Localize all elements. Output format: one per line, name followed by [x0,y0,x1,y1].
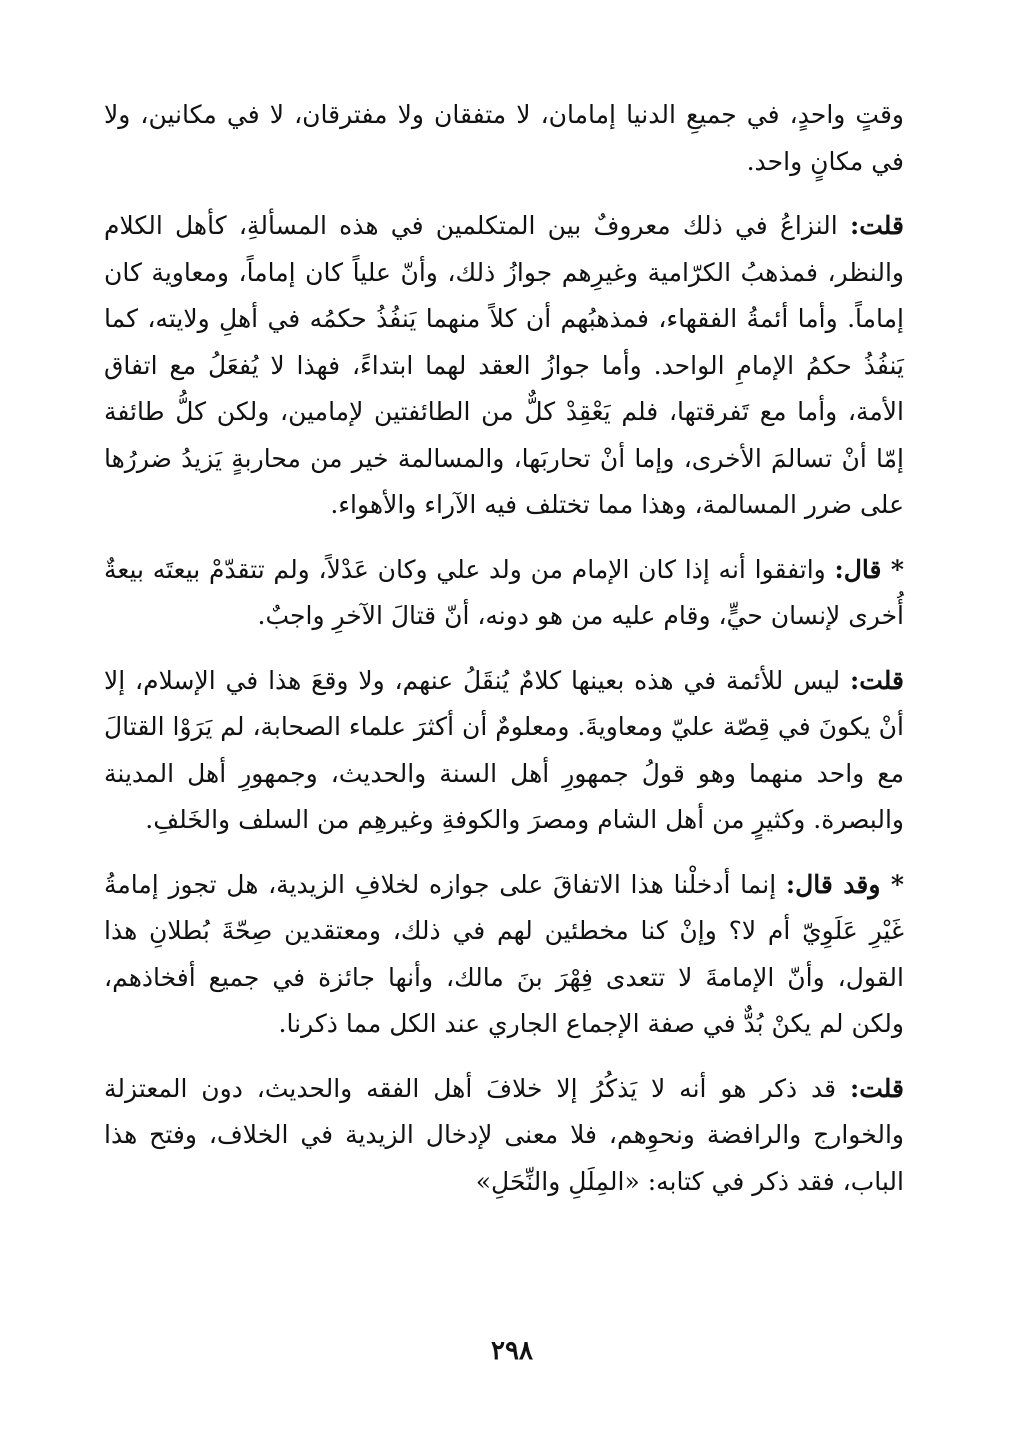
paragraph-2 [104,203,904,529]
page-number: ٢٩٨ [491,1336,533,1366]
paragraph-1-text: وقتٍ واحدٍ، في جميعِ الدنيا إمامان، لا متفقان ولا مفترقان، لا في مكانين، ولا في مكانٍ واحد. [104,100,904,176]
paragraph-2-text: النزاعُ في ذلك معروفٌ بين المتكلمين في هذه المسألةِ، كأهل الكلام والنظر، فمذهبُ الكرّامية وغيرِهم جوازُ ذلك، وأنّ علياً كان إماماً، ومعاوية كان إماماً. وأما أئمةُ الفقهاء، فمذهبُهم أن كلاً منهما يَنفُذُ حكمُه في أهلِ ولايته، كما يَنفُذُ حكمُ الإمامِ الواحد. وأما جوازُ العقد لهما ابتداءً، فهذا لا يُفعَلُ مع اتفاق الأمة، وأما مع تَفرقتها، فلم يَعْقِدْ كلٌّ من الطائفتين لإمامين، ولكن كلُّ طائفة إمّا أنْ تسالمَ الأخرى، وإما أنْ تحاربَها، والمسالمة خير من محاربةٍ يَزيدُ ضررُها على ضرر المسالمة، وهذا مما تختلف فيه الآراء والأهواء. [104,211,904,519]
paragraph-4-text: ليس للأئمة في هذه بعينها كلامٌ يُنقَلُ عنهم، ولا وقعَ هذا في الإسلام، إلا أنْ يكونَ في قِصّة عليّ ومعاويةَ. ومعلومٌ أن أكثرَ علماء الصحابة، لم يَرَوْا القتالَ مع واحد منهما وهو قولُ جمهورِ أهل السنة والحديث، وجمهورِ أهل المدينة والبصرة. وكثيرٍ من أهل الشام ومصرَ والكوفةِ وغيرهِم من السلف والخَلفِ. [104,665,904,834]
paragraph-2-lead: قلت: [849,211,904,240]
paragraph-4-lead: قلت: [849,665,904,695]
paragraph-6 [104,1066,904,1206]
paragraph-6-text: قد ذكر هو أنه لا يَذكُرُ إلا خلافَ أهل الفقه والحديث، دون المعتزلة والخوارج والرافضة ونحوِهم، فلا معنى لإدخال الزيدية في الخلاف، وفتح هذا الباب، فقد ذكر في كتابه: «المِلَلِ والنِّحَلِ» [104,1073,904,1196]
paragraph-6-lead: قلت: [849,1073,904,1103]
main-text [104,92,904,1205]
paragraph-4 [104,658,904,844]
paragraph-1 [104,92,904,185]
paragraph-3-text: واتفقوا أنه إذا كان الإمام من ولد علي وكان عَدْلاً، ولم تتقدّمْ بيعتَه بيعةٌ أُخرى لإنسان حيٍّ، وقام عليه من هو دونه، أنّ قتالَ الآخرِ واجبٌ. [104,554,904,630]
paragraph-3 [104,547,904,640]
paragraph-5-lead: * وقد قال: [785,869,904,899]
paragraph-5-text: إنما أدخلْنا هذا الاتفاقَ على جوازه لخلافِ الزيدية، هل تجوز إمامةُ غَيْرِ عَلَوِيّ أم لا؟ وإنْ كنا مخطئين لهم في ذلك، ومعتقدين صِحّةَ بُطلانِ هذا القول، وأنّ الإمامةَ لا تتعدى فِهْرَ بنَ مالك، وأنها جائزة في جميع أفخاذهم، ولكن لم يكنْ بُدٌّ في صفة الإجماع الجاري عند الكل مما ذكرنا. [104,869,904,1038]
paragraph-3-lead: * قال: [834,554,904,584]
paragraph-5 [104,862,904,1048]
